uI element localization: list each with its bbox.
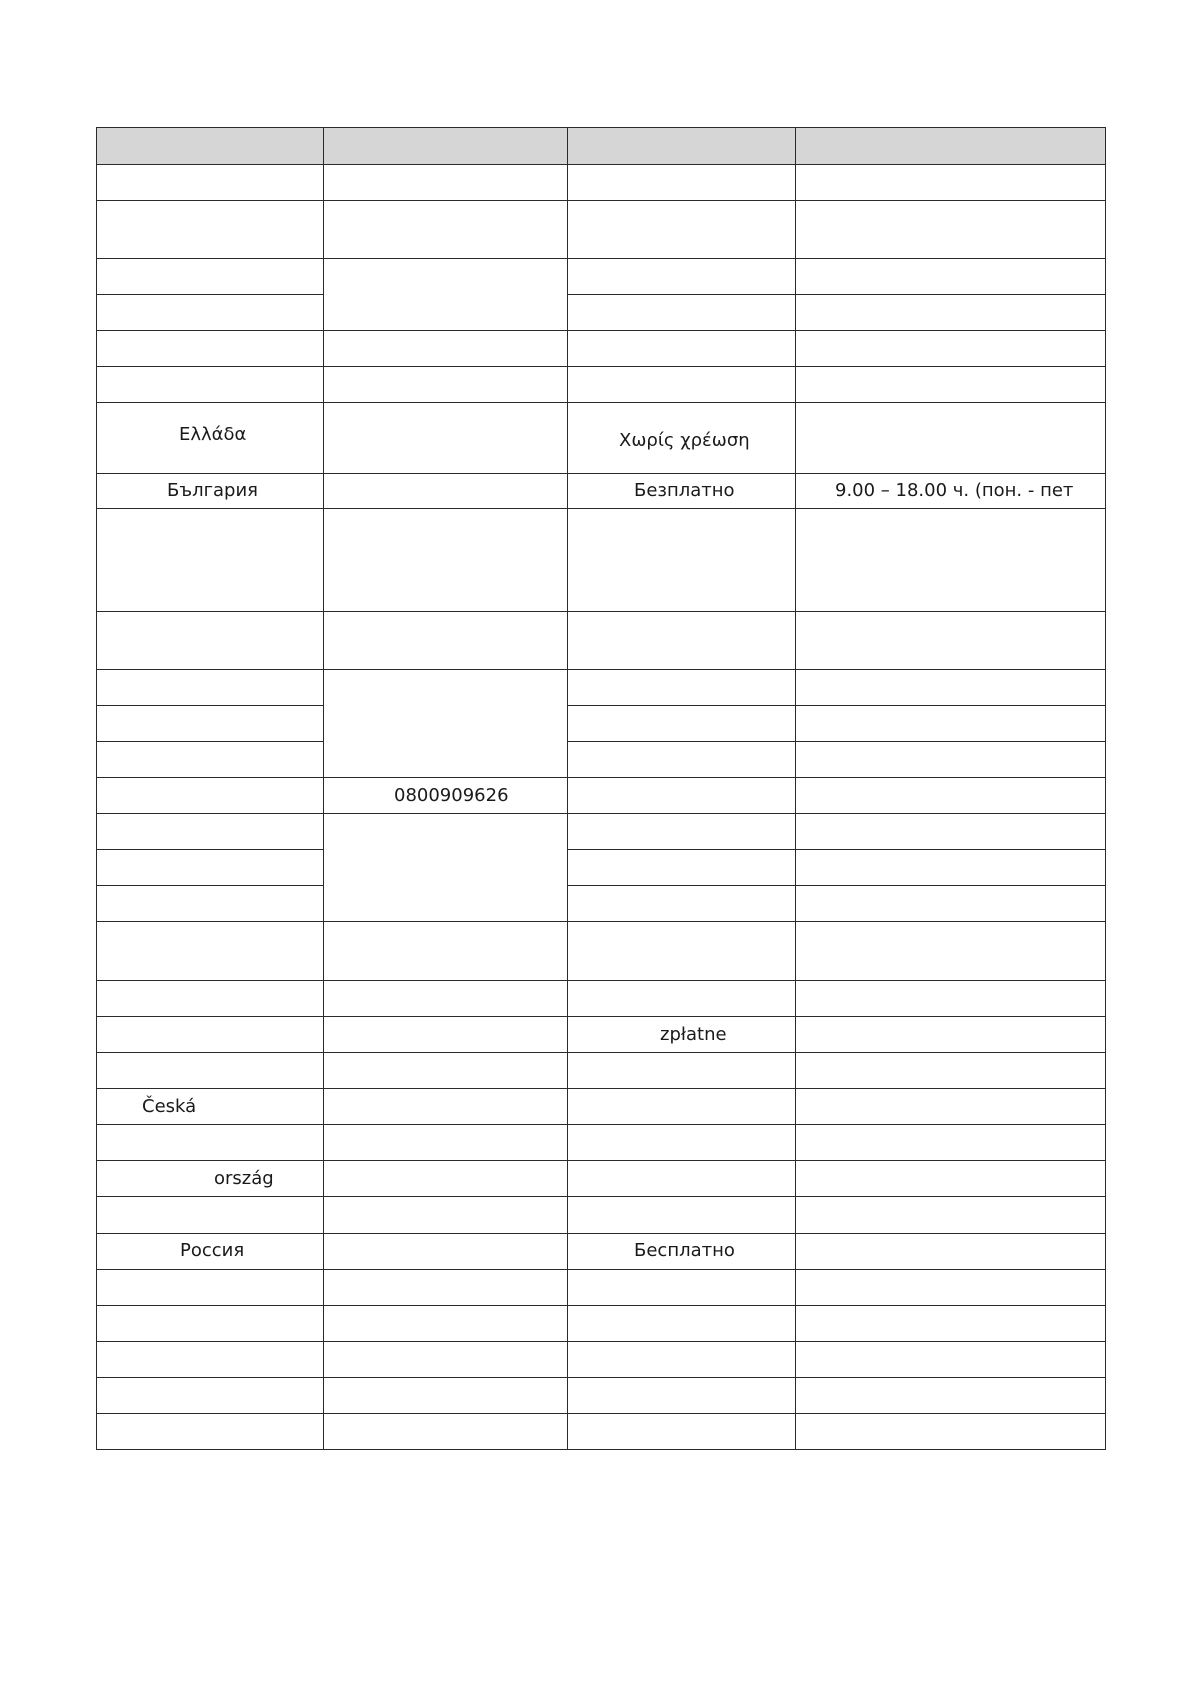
table-cell	[323, 1016, 568, 1053]
table-cell	[323, 473, 568, 509]
table-cell	[323, 1341, 568, 1378]
table-cell	[323, 330, 568, 367]
greece-cost-text: Χωρίς χρέωση	[619, 430, 750, 451]
russia-cost-text: Бесплатно	[634, 1240, 735, 1261]
table-cell	[567, 1088, 796, 1125]
bulgaria-hours-text: 9.00 – 18.00 ч. (пон. - пет	[835, 480, 1074, 501]
table-cell	[567, 1413, 796, 1450]
table-cell	[96, 669, 324, 706]
table-cell	[96, 611, 324, 670]
table-cell	[795, 921, 1106, 981]
table-cell	[567, 1377, 796, 1414]
table-cell	[795, 669, 1106, 706]
table-cell	[795, 980, 1106, 1017]
table-cell	[567, 294, 796, 331]
table-cell	[795, 1413, 1106, 1450]
table-cell	[96, 885, 324, 922]
table-cell	[96, 1016, 324, 1053]
table-cell	[795, 366, 1106, 403]
table-cell	[567, 741, 796, 778]
table-header-cell	[323, 127, 568, 165]
table-cell	[96, 258, 324, 295]
bulgaria-cost-text: Безплатно	[634, 480, 735, 501]
table-cell	[795, 813, 1106, 850]
table-cell	[795, 1269, 1106, 1306]
poland-cost-text: zpłatne	[660, 1024, 727, 1045]
table-cell	[795, 1305, 1106, 1342]
table-cell	[795, 1196, 1106, 1234]
table-cell	[323, 1124, 568, 1161]
table-cell	[795, 1124, 1106, 1161]
table-cell	[567, 777, 796, 814]
table-cell	[323, 1196, 568, 1234]
table-cell	[323, 980, 568, 1017]
table-cell	[567, 611, 796, 670]
table-cell	[795, 1377, 1106, 1414]
table-cell	[567, 1124, 796, 1161]
table-cell	[96, 294, 324, 331]
table-cell	[795, 1341, 1106, 1378]
bulgaria-country-text: България	[167, 480, 259, 501]
table-cell	[323, 1377, 568, 1414]
table-cell	[96, 1305, 324, 1342]
table-cell	[96, 777, 324, 814]
hungary-country-text: ország	[214, 1168, 274, 1189]
table-cell	[567, 480, 796, 612]
table-cell	[795, 741, 1106, 778]
table-cell	[567, 885, 796, 922]
table-cell	[567, 1240, 796, 1306]
table-cell	[323, 164, 568, 201]
table-cell	[795, 1233, 1106, 1270]
table-cell	[567, 200, 796, 259]
table-cell	[96, 1413, 324, 1450]
table-cell	[795, 1088, 1106, 1125]
table-cell	[567, 1305, 796, 1342]
table-cell	[323, 508, 568, 612]
table-cell	[96, 200, 324, 259]
greece-country-text: Ελλάδα	[179, 424, 247, 445]
table-cell	[795, 294, 1106, 331]
table-cell	[567, 813, 796, 850]
table-cell	[96, 1341, 324, 1378]
table-cell	[323, 813, 568, 922]
table-cell	[567, 849, 796, 886]
table-cell	[567, 1341, 796, 1378]
table-cell	[96, 164, 324, 201]
table-cell	[795, 1016, 1106, 1053]
table-header-cell	[567, 127, 796, 165]
table-cell	[567, 921, 796, 981]
table-cell	[96, 480, 324, 612]
table-cell	[795, 849, 1106, 886]
table-cell	[567, 980, 796, 1017]
table-cell	[567, 1196, 796, 1234]
table-cell	[323, 1160, 568, 1197]
table-cell	[567, 366, 796, 403]
table-cell	[795, 777, 1106, 814]
table-cell	[795, 1052, 1106, 1089]
table-cell	[323, 611, 568, 670]
table-cell	[795, 1160, 1106, 1197]
table-cell	[567, 705, 796, 742]
table-cell	[795, 200, 1106, 259]
table-cell	[323, 1305, 568, 1342]
table-cell	[795, 705, 1106, 742]
table-cell	[567, 1016, 796, 1053]
table-cell	[795, 611, 1106, 670]
table-cell	[323, 258, 568, 331]
table-cell	[323, 366, 568, 403]
table-cell	[96, 921, 324, 981]
table-cell	[795, 885, 1106, 922]
table-cell	[323, 777, 568, 814]
czech-country-text: Česká	[142, 1096, 197, 1117]
table-cell	[323, 200, 568, 259]
table-cell	[96, 1052, 324, 1089]
table-cell	[96, 1096, 324, 1161]
table-cell	[567, 258, 796, 295]
table-cell	[567, 669, 796, 706]
table-cell	[795, 402, 1106, 474]
table-cell	[323, 1413, 568, 1450]
table-cell	[567, 330, 796, 367]
table-cell	[323, 1088, 568, 1125]
table-cell	[323, 402, 568, 474]
table-cell	[567, 164, 796, 201]
table-cell	[323, 1052, 568, 1089]
table-cell	[96, 1088, 324, 1125]
table-cell	[96, 330, 324, 367]
table-cell	[96, 1168, 324, 1234]
table-cell	[567, 1052, 796, 1089]
table-cell	[795, 480, 1106, 612]
table-cell	[795, 164, 1106, 201]
table-cell	[323, 921, 568, 981]
table-cell	[323, 1233, 568, 1270]
phone-number-text: 0800909626	[394, 785, 509, 806]
russia-country-text: Россия	[180, 1240, 245, 1261]
table-header-cell	[795, 127, 1106, 165]
table-cell	[96, 705, 324, 742]
table-cell	[96, 366, 324, 403]
table-cell	[795, 258, 1106, 295]
table-cell	[96, 849, 324, 886]
table-cell	[96, 1160, 324, 1197]
table-cell	[323, 1269, 568, 1306]
table-cell	[96, 980, 324, 1017]
table-cell	[96, 741, 324, 778]
table-cell	[96, 813, 324, 850]
table-header-cell	[96, 127, 324, 165]
table-cell	[567, 1160, 796, 1197]
table-cell	[96, 1377, 324, 1414]
table-cell	[795, 330, 1106, 367]
table-cell	[96, 1240, 324, 1306]
table-cell	[323, 669, 568, 778]
